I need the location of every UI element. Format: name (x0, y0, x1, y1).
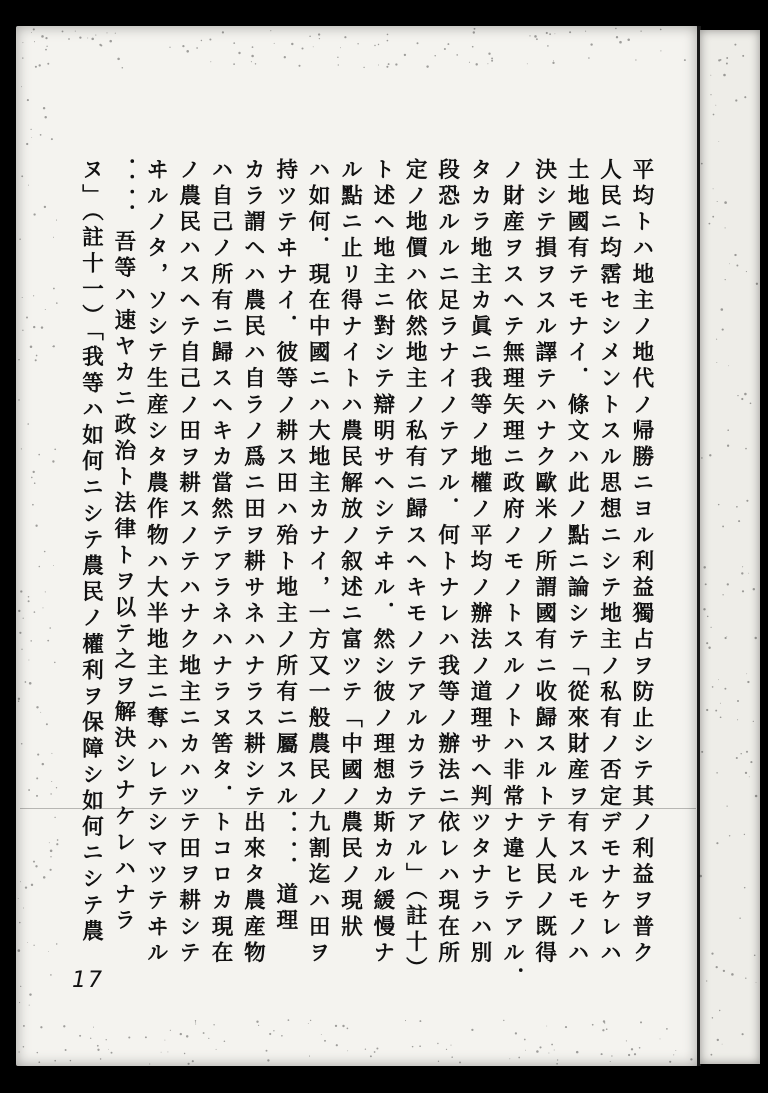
text-column: ノ財産ヲスヘテ無理矢理ニ政府ノモノトスルノトハ非常ナ違ヒテアル． (499, 158, 525, 994)
text-column: 定ノ地價ハ依然地主ノ私有ニ歸スヘキモノテアルカラテアル」（註十） (402, 158, 428, 983)
text-column: ハ如何．現在中國ニハ大地主カナイ，一方又一般農民ノ九割迄ハ田ヲ (305, 158, 331, 968)
text-column: ヌ」（註十一）「我等ハ如何ニシテ農民ノ權利ヲ保障シ如何ニシテ農 (78, 158, 104, 946)
text-column: ル點ニ止リ得ナイトハ農民解放ノ叙述ニ富ツテ「中國ノ農民ノ現狀 (337, 158, 363, 941)
text-column: 土地國有テモナイ．條文ハ此ノ點ニ論シテ「從來財産ヲ有スルモノハ (564, 158, 590, 968)
text-column: ノ農民ハスヘテ自己ノ田ヲ耕スノテハナク地主ニカハツテ田ヲ耕シテ (175, 158, 201, 968)
text-column: ハ自己ノ所有ニ歸スヘキカ當然テアラネハナラヌ筈タ．トコロカ現在 (208, 158, 233, 968)
text-column: ト述ヘ地主ニ對シテ辯明サヘシテヰル．然シ彼ノ理想カ斯カル緩慢ナ (369, 158, 395, 968)
vertical-text-body (80, 158, 652, 998)
page-number: 17 (72, 968, 104, 993)
adjacent-page-edge (700, 30, 760, 1064)
text-column: タカラ地主カ眞ニ我等ノ地權ノ平均ノ辦法ノ道理サヘ判ツタナラハ別 (467, 158, 492, 968)
text-column: 平均トハ地主ノ地代ノ帰勝ニヨル利益獨占ヲ防止シテ其ノ利益ヲ普ク (628, 158, 654, 968)
text-column: 決シテ損ヲスル譯テハナク歐米ノ所謂國有ニ收歸スルトテ人民ノ既得 (531, 158, 557, 968)
text-column: 段恐ルルニ足ラナイノテアル．何トナレハ我等ノ辦法ニ依レハ現在所 (434, 158, 460, 968)
text-column: カラ謂ヘハ農民ハ自ラノ爲ニ田ヲ耕サネハナラス耕シテ出來タ農産物 (240, 158, 266, 968)
text-column: ヰルノタ，ソシテ生産シタ農作物ハ大半地主ニ奪ハレテシマツテヰル (143, 158, 169, 968)
text-column: 持ツテヰナイ．彼等ノ耕ス田ハ殆ト地主ノ所有ニ屬スル．．．．道理 (272, 158, 298, 935)
text-column: ．．．．吾等ハ速ヤカニ政治ト法律トヲ以テ之ヲ解決シナケレハナラ (110, 158, 136, 935)
text-column: 人民ニ均霑セシメントスル思想ニシテ地主ノ私有ノ否定デモナケレハ (596, 158, 622, 968)
